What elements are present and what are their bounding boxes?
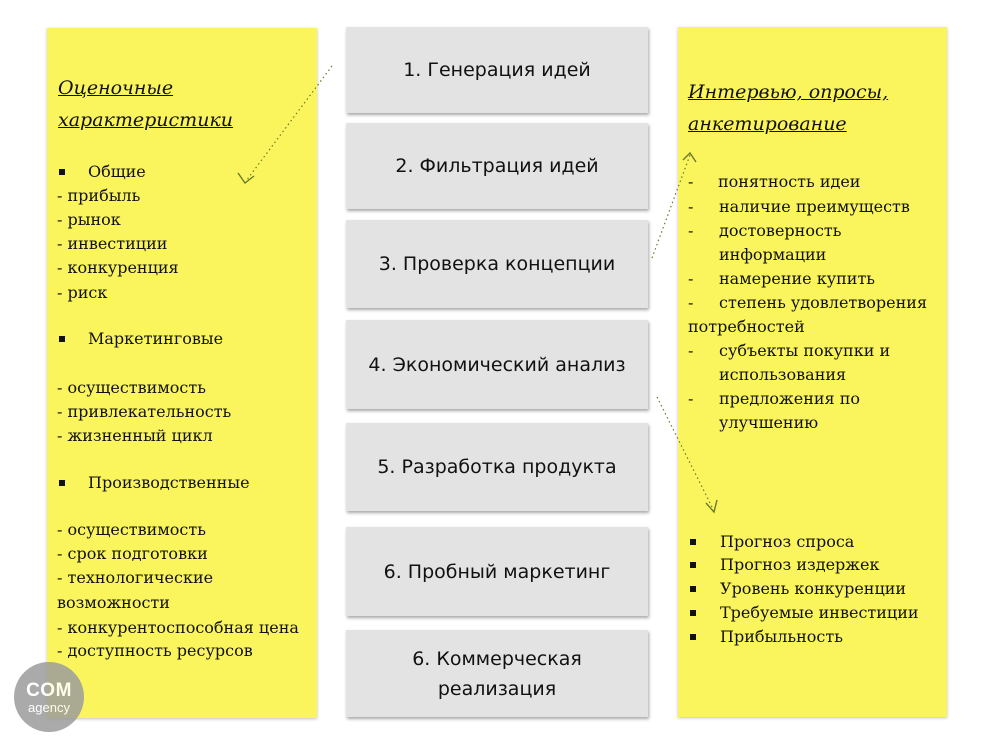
list-item: использования — [719, 365, 847, 384]
list-item: - риск — [57, 283, 108, 302]
step-label: реализация — [437, 677, 557, 700]
list-item: - доступность ресурсов — [57, 641, 253, 660]
list-item: достоверность — [719, 221, 842, 240]
list-item: - привлекательность — [57, 402, 232, 421]
list-dash: - — [688, 341, 694, 360]
list-dash: - — [688, 221, 694, 240]
step-label: 2. Фильтрация идей — [395, 155, 599, 177]
com-agency-logo — [14, 662, 84, 732]
list-item: Требуемые инвестиции — [720, 603, 919, 622]
step-label: 3. Проверка концепции — [378, 253, 616, 275]
list-item: - прибыль — [57, 186, 141, 205]
list-item: - рынок — [57, 210, 121, 229]
arrowhead-icon — [683, 153, 696, 162]
step-label: 4. Экономический анализ — [368, 353, 626, 376]
step-label: 6. Пробный маркетинг — [383, 560, 611, 583]
logo-line: COM — [26, 680, 72, 701]
list-item: улучшению — [719, 413, 819, 432]
list-item: - технологические — [57, 568, 214, 587]
list-item: - жизненный цикл — [57, 426, 213, 445]
list-dash: - — [688, 269, 694, 288]
list-dash: - — [688, 293, 694, 312]
list-item: - конкуренция — [57, 258, 179, 277]
list-item: степень удовлетворения — [719, 293, 928, 312]
list-item: информации — [719, 245, 827, 264]
arrow-to-right-analysis — [657, 397, 713, 509]
list-item: Прогноз издержек — [720, 555, 880, 574]
list-item: субъекты покупки и — [719, 341, 891, 360]
list-dash: - — [688, 197, 694, 216]
list-item: намерение купить — [719, 269, 876, 288]
list-item: Прогноз спроса — [720, 532, 855, 551]
list-item: Уровень конкуренции — [720, 579, 907, 598]
list-item: - осуществимость — [57, 378, 206, 397]
list-item: - срок подготовки — [57, 544, 208, 563]
left-heading-line: Оценочные — [58, 77, 174, 99]
list-item: наличие преимуществ — [719, 197, 910, 216]
group-title: Общие — [88, 162, 146, 181]
list-item: возможности — [57, 593, 170, 612]
list-item: предложения по — [719, 389, 861, 408]
list-item: Прибыльность — [720, 627, 843, 646]
group-title: Маркетинговые — [88, 329, 224, 348]
list-item: - осуществимость — [57, 520, 206, 539]
step-label: 1. Генерация идей — [403, 59, 591, 81]
arrow-to-left-panel — [246, 66, 332, 181]
logo-line: agency — [28, 700, 70, 715]
right-heading-line: Интервью, опросы, — [688, 81, 889, 103]
step-label: 6. Коммерческая — [412, 647, 582, 670]
step-label: 5. Разработка продукта — [377, 456, 617, 478]
list-dash: - — [688, 389, 694, 408]
left-heading-line: характеристики — [58, 109, 234, 131]
group-title: Производственные — [88, 473, 250, 492]
right-heading-line: анкетирование — [688, 113, 847, 135]
list-dash: - — [688, 172, 694, 191]
list-item: - инвестиции — [57, 234, 168, 253]
list-item: понятность идеи — [718, 172, 861, 191]
list-item: - конкурентоспособная цена — [57, 618, 299, 637]
arrow-to-right-survey — [652, 155, 690, 258]
list-item: потребностей — [688, 317, 805, 336]
